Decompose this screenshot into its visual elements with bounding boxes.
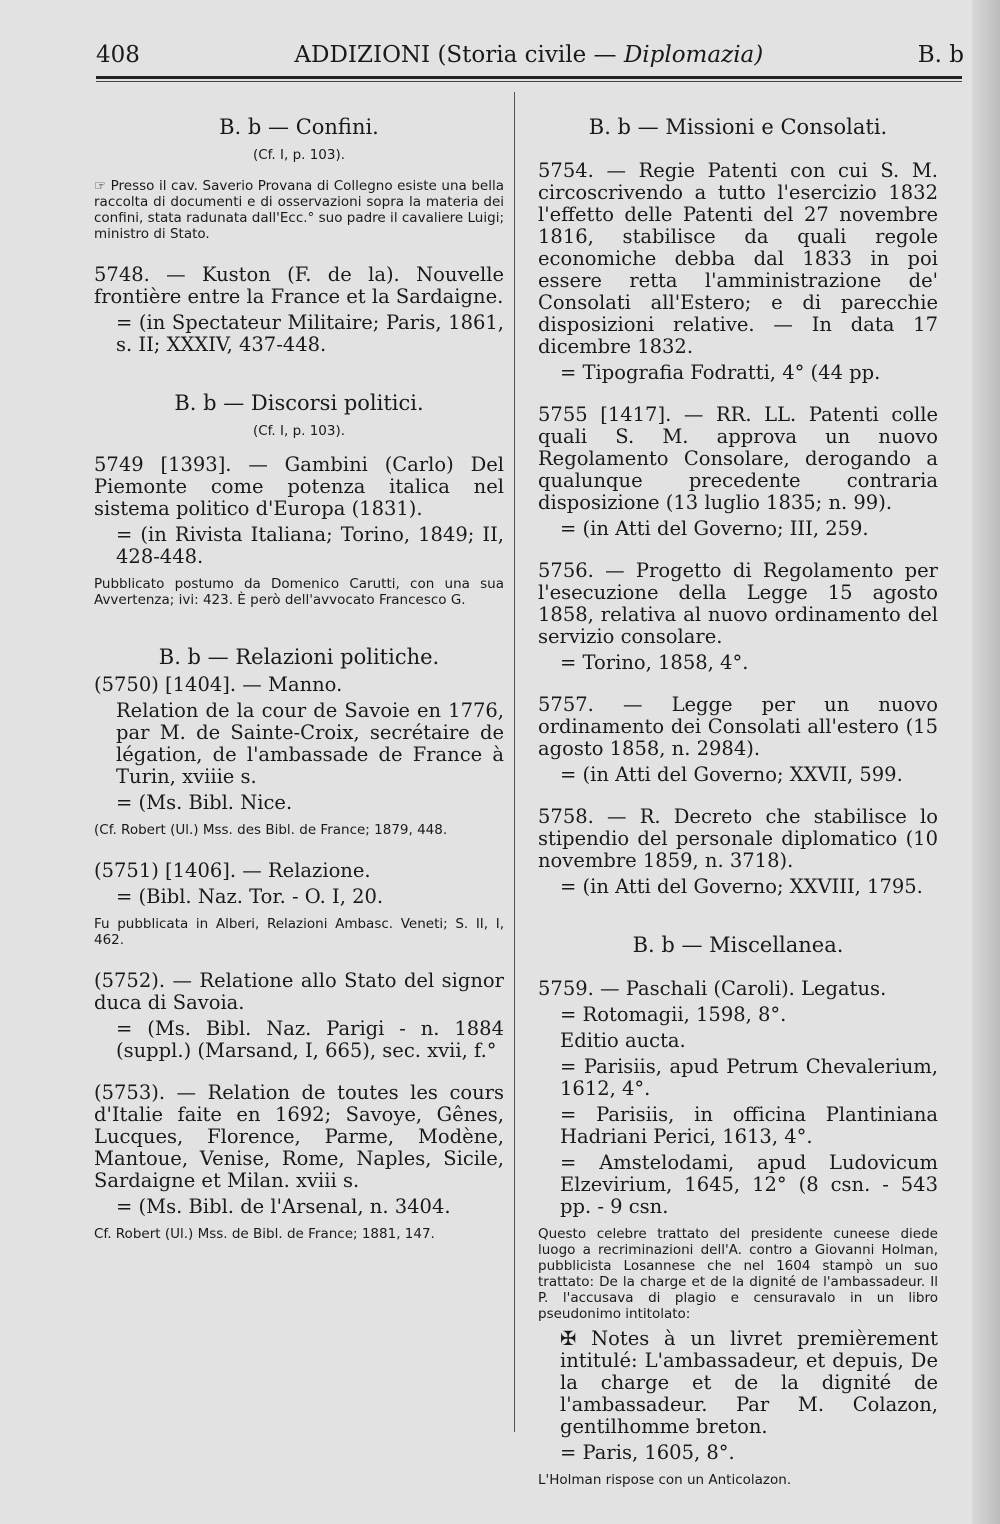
footnote: L'Holman rispose con un Anticolazon. [538,1472,792,1488]
entry-5749-source: = (in Rivista Italiana; Torino, 1849; II, 428-448. [116,523,504,568]
entry-5752: (5752). — Relatione allo Stato del signor duca di Savoia. [94,969,504,1014]
entry-5759-related-source: = Paris, 1605, 8°. [560,1441,735,1464]
column-divider [514,92,515,1432]
entry-5759: 5759. — Paschali (Caroli). Legatus. [538,977,887,1000]
entry-5759-edition: = Parisiis, apud Petrum Chevalerium, 1612, 4°. [560,1055,938,1100]
section-heading: B. b — Missioni e Consolati. [588,115,888,139]
entry-5758: 5758. — R. Decreto che stabilisce lo stipendio del personale diplomatico (10 novembre 1859, n. 3718). [538,805,938,872]
entry-5753-source: = (Ms. Bibl. de l'Arsenal, n. 3404. [116,1195,451,1218]
footnote: Pubblicato postumo da Domenico Carutti, con una sua Avvertenza; ivi: 423. È però dell'avvocato Francesco G. [94,576,504,608]
entry-5750-source: = (Ms. Bibl. Nice. [116,791,293,814]
footnote: (Cf. Robert (Ul.) Mss. des Bibl. de France; 1879, 448. [94,822,448,838]
running-title: ADDIZIONI (Storia civile — Diplomazia) [294,42,764,68]
page-number: 408 [96,42,140,68]
entry-5759-edition: = Amstelodami, apud Ludovicum Elzevirium, 1645, 12° (8 csn. - 543 pp. - 9 csn. [560,1151,938,1218]
cross-reference: (Cf. I, p. 103). [252,147,346,163]
entry-5755-source: = (in Atti del Governo; III, 259. [560,517,869,540]
entry-5751-source: = (Bibl. Naz. Tor. - O. I, 20. [116,885,384,908]
section-heading: B. b — Relazioni politiche. [158,645,440,669]
entry-5751: (5751) [1406]. — Relazione. [94,859,371,882]
left-column [94,112,504,1248]
footnote: Fu pubblicata in Alberi, Relazioni Ambasc. Veneti; S. II, I, 462. [94,916,504,948]
cross-reference: (Cf. I, p. 103). [252,423,346,439]
entry-5759-edition: = Parisiis, in officina Plantiniana Hadriani Perici, 1613, 4°. [560,1103,938,1148]
section-heading: B. b — Discorsi politici. [174,391,424,415]
footnote: Questo celebre trattato del presidente cuneese diede luogo a recriminazioni dell'A. contro a Giovanni Holman, pubblicista Losannese che nel 1604 stampò un suo trattato: De la charge et de la dignité de l'ambassadeur. Il P. l'accusava di plagio e censuravalo in un libro pseudonimo intitolato: [538,1226,938,1322]
shelf-mark: B. b [917,42,964,68]
right-column [538,112,938,1494]
running-header [96,42,964,76]
entry-5754-source: = Tipografia Fodratti, 4° (44 pp. [560,361,881,384]
entry-5758-source: = (in Atti del Governo; XXVIII, 1795. [560,875,923,898]
entry-5754: 5754. — Regie Patenti con cui S. M. circoscrivendo a tutto l'esercizio 1832 l'effetto delle Patenti del 27 novembre 1816, stabilisce da quali regole economiche debba dal 1833 in poi essere retta l'amministrazione de' Consolati all'Estero; e di parecchie disposizioni relative. — In data 17 dicembre 1832. [538,159,938,358]
section-heading: B. b — Confini. [219,115,379,139]
entry-5759-edition: = Rotomagii, 1598, 8°. [560,1003,787,1026]
footnote: ☞ Presso il cav. Saverio Provana di Collegno esiste una bella raccolta di documenti e di osservazioni sopra la materia dei confini, stata radunata dall'Ecc.° suo padre il cavaliere Luigi; ministro di Stato. [94,178,504,242]
entry-5750: (5750) [1404]. — Manno. [94,673,343,696]
footnote: Cf. Robert (Ul.) Mss. de Bibl. de France; 1881, 147. [94,1226,435,1242]
entry-5756-source: = Torino, 1858, 4°. [560,651,749,674]
entry-5757-source: = (in Atti del Governo; XXVII, 599. [560,763,903,786]
entry-5755: 5755 [1417]. — RR. LL. Patenti colle quali S. M. approva un nuovo Regolamento Consolare, derogando a qualunque precedente contraria disposizione (13 luglio 1835; n. 99). [538,403,938,514]
entry-5757: 5757. — Legge per un nuovo ordinamento dei Consolati all'estero (15 agosto 1858, n. 2984). [538,693,938,760]
entry-5748-source: = (in Spectateur Militaire; Paris, 1861, s. II; XXXIV, 437-448. [116,311,504,356]
entry-5759-edition: Editio aucta. [560,1029,686,1052]
entry-5759-related: ✠ Notes à un livret premièrement intitulé: L'ambassadeur, et depuis, De la charge et de la dignité de l'ambassadeur. Par M. Colazon, gentilhomme breton. [560,1327,938,1438]
page-edge [972,0,1000,1524]
header-rule-thin [96,81,962,82]
entry-5748: 5748. — Kuston (F. de la). Nouvelle frontière entre la France et la Sardaigne. [94,263,504,308]
section-heading: B. b — Miscellanea. [632,933,844,957]
entry-5756: 5756. — Progetto di Regolamento per l'esecuzione della Legge 15 agosto 1858, relativa al nuovo ordinamento del servizio consolare. [538,559,938,648]
entry-5752-source: = (Ms. Bibl. Naz. Parigi - n. 1884 (suppl.) (Marsand, I, 665), sec. xvii, f.° [116,1017,504,1062]
entry-5749: 5749 [1393]. — Gambini (Carlo) Del Piemonte come potenza italica nel sistema politico d'Europa (1831). [94,453,504,520]
entry-5750-title: Relation de la cour de Savoie en 1776, par M. de Sainte-Croix, secrétaire de légation, de l'ambassade de France à Turin, xviiie s. [116,699,504,788]
header-rule [96,76,962,79]
entry-5753: (5753). — Relation de toutes les cours d'Italie faite en 1692; Savoye, Gênes, Lucques, Florence, Parme, Modène, Mantoue, Venise, Rome, Naples, Sicile, Sardaigne et Milan. xviii s. [94,1081,504,1192]
